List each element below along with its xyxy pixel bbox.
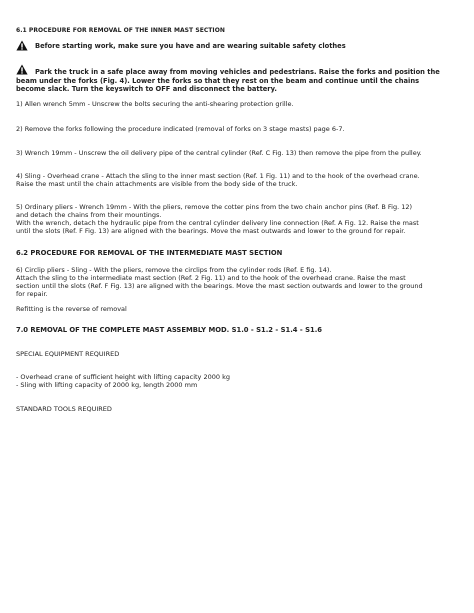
warning-text: Before starting work, make sure you have and are wearing suitable safety clothes <box>35 42 346 50</box>
step-4-line-2: Raise the mast until the chain attachments are visible from the body side of the truck. <box>16 180 298 188</box>
special-equipment-item-1: - Overhead crane of sufficient height with lifting capacity 2000 kg <box>16 373 230 381</box>
special-equipment-item-2: - Sling with lifting capacity of 2000 kg, length 2000 mm <box>16 381 198 389</box>
step-6-line-1: 6) Circlip pliers - Sling - With the pliers, remove the circlips from the cylinder rods (Ref. E fig. 14). <box>16 266 332 274</box>
standard-tools-title: STANDARD TOOLS REQUIRED <box>16 405 112 413</box>
step-5-line-4: until the slots (Ref. F Fig. 13) are aligned with the bearings. Move the mast outwards and lower to the ground for repair. <box>16 227 406 235</box>
refitting-note: Refitting is the reverse of removal <box>16 305 127 313</box>
step-2: 2) Remove the forks following the procedure indicated (removal of forks on 3 stage masts) page 6-7. <box>16 125 345 133</box>
section-heading-7-0: 7.0 REMOVAL OF THE COMPLETE MAST ASSEMBLY MOD. S1.0 - S1.2 - S1.4 - S1.6 <box>16 326 323 334</box>
warning-safety-clothes <box>16 40 456 52</box>
warning-park-truck <box>16 64 456 92</box>
step-5-line-1: 5) Ordinary pliers - Wrench 19mm - With the pliers, remove the cotter pins from the two chain anchor pins (Ref. B Fig. 12) <box>16 203 413 211</box>
step-6-line-3: section until the slots (Ref. F Fig. 13) are aligned with the bearings. Move the mast section outwards and lower to the ground <box>16 282 423 290</box>
step-6-line-2: Attach the sling to the intermediate mast section (Ref. 2 Fig. 11) and to the hook of the overhead crane. Raise the mast <box>16 274 406 282</box>
step-5-line-2: and detach the chains from their mountings. <box>16 211 162 219</box>
warning-text-line-3: become slack. Turn the keyswitch to OFF and disconnect the battery. <box>16 85 277 94</box>
step-1: 1) Allen wrench 5mm - Unscrew the bolts securing the anti-shearing protection grille. <box>16 100 294 108</box>
step-4-line-1: 4) Sling - Overhead crane - Attach the sling to the inner mast section (Ref. 1 Fig. 11) and to the hook of the overhead crane. <box>16 172 420 180</box>
step-3: 3) Wrench 19mm - Unscrew the oil delivery pipe of the central cylinder (Ref. C Fig. 13) then remove the pipe from the pulley. <box>16 149 422 157</box>
warning-text-line-2: beam under the forks (Fig. 4). Lower the forks so that they rest on the beam and continue until the chains <box>16 76 420 85</box>
special-equipment-title: SPECIAL EQUIPMENT REQUIRED <box>16 350 120 358</box>
warning-text-line-1: Park the truck in a safe place away from moving vehicles and pedestrians. Raise the forks and position the <box>35 68 440 76</box>
warning-triangle-icon <box>16 64 28 75</box>
step-6-line-4: for repair. <box>16 290 48 298</box>
section-heading-6-1: 6.1 PROCEDURE FOR REMOVAL OF THE INNER MAST SECTION <box>16 27 225 34</box>
section-heading-6-2: 6.2 PROCEDURE FOR REMOVAL OF THE INTERMEDIATE MAST SECTION <box>16 249 283 257</box>
step-5-line-3: With the wrench, detach the hydraulic pipe from the central cylinder delivery line connection (Ref. A Fig. 12. Raise the mast <box>16 219 419 227</box>
warning-triangle-icon <box>16 40 28 51</box>
